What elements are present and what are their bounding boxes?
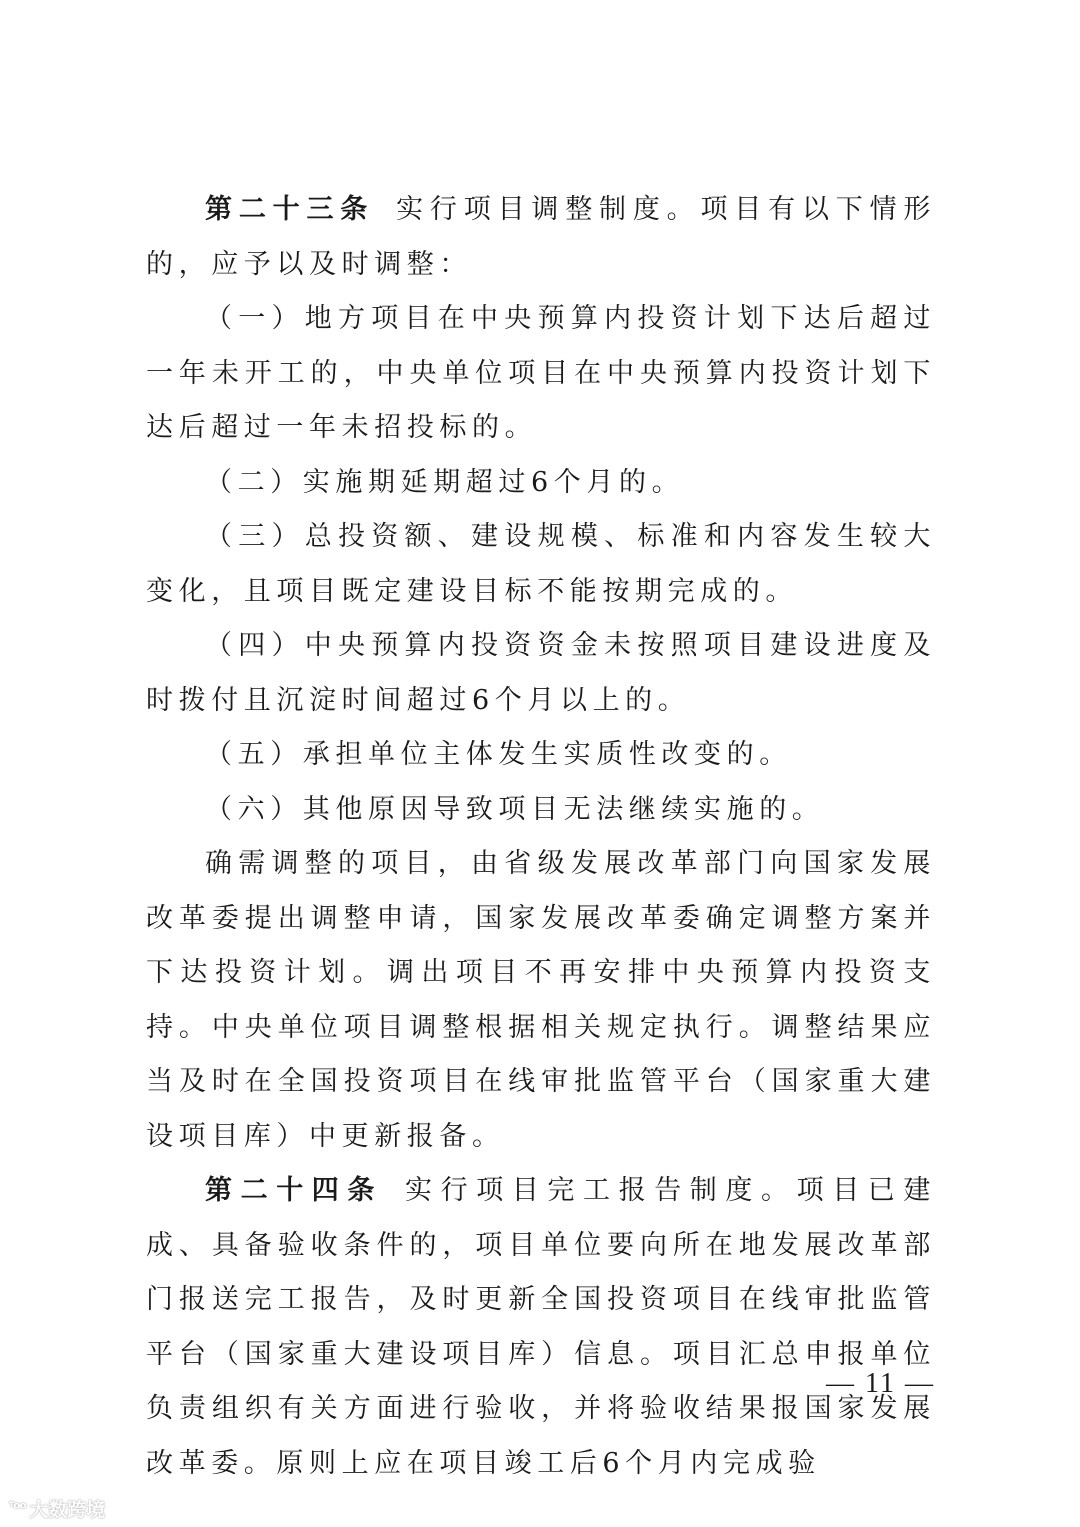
clause-4 xyxy=(146,619,936,728)
paragraph-text: （一）地方项目在中央预算内投资计划下达后超过一年未开工的，中央单位项目在中央预算内投资计划下达后超过一年未招投标的。 xyxy=(146,303,936,443)
adjustment-procedure xyxy=(146,837,936,1164)
clause-6 xyxy=(146,783,936,838)
article-23-intro xyxy=(146,183,936,292)
article-heading: 第二十四条 xyxy=(205,1175,383,1206)
clause-2 xyxy=(146,456,936,511)
paragraph-text: 实行项目完工报告制度。项目已建成、具备验收条件的，项目单位要向所在地发展改革部门报送完工报告，及时更新全国投资项目在线审批监管平台（国家重大建设项目库）信息。项目汇总申报单位负责组织有关方面进行验收，并将验收结果报国家发展改革委。原则上应在项目竣工后6个月内完成验 xyxy=(146,1175,936,1479)
watermark xyxy=(8,1495,105,1522)
article-heading: 第二十三条 xyxy=(205,194,375,225)
page-number: — 11 — xyxy=(826,1368,935,1399)
clause-3 xyxy=(146,510,936,619)
paragraph-text: （六）其他原因导致项目无法继续实施的。 xyxy=(205,793,825,825)
watermark-text: 大数跨境 xyxy=(29,1499,106,1521)
paragraph-text: （四）中央预算内投资资金未按照项目建设进度及时拨付且沉淀时间超过6个月以上的。 xyxy=(146,630,936,716)
paragraph-text: 实行项目调整制度。项目有以下情形的，应予以及时调整： xyxy=(146,194,937,280)
paragraph-text: （二）实施期延期超过6个月的。 xyxy=(205,466,685,498)
article-24 xyxy=(146,1164,936,1491)
clause-1 xyxy=(146,292,936,456)
watermark-logo-icon: ᐪᵒᵒ xyxy=(8,1498,26,1519)
paragraph-text: （三）总投资额、建设规模、标准和内容发生较大变化，且项目既定建设目标不能按期完成的。 xyxy=(146,521,936,607)
clause-5 xyxy=(146,728,936,783)
document-body xyxy=(146,183,936,1491)
paragraph-text: 确需调整的项目，由省级发展改革部门向国家发展改革委提出调整申请，国家发展改革委确定调整方案并下达投资计划。调出项目不再安排中央预算内投资支持。中央单位项目调整根据相关规定执行。调整结果应当及时在全国投资项目在线审批监管平台（国家重大建设项目库）中更新报备。 xyxy=(146,848,936,1152)
paragraph-text: （五）承担单位主体发生实质性改变的。 xyxy=(205,739,792,770)
